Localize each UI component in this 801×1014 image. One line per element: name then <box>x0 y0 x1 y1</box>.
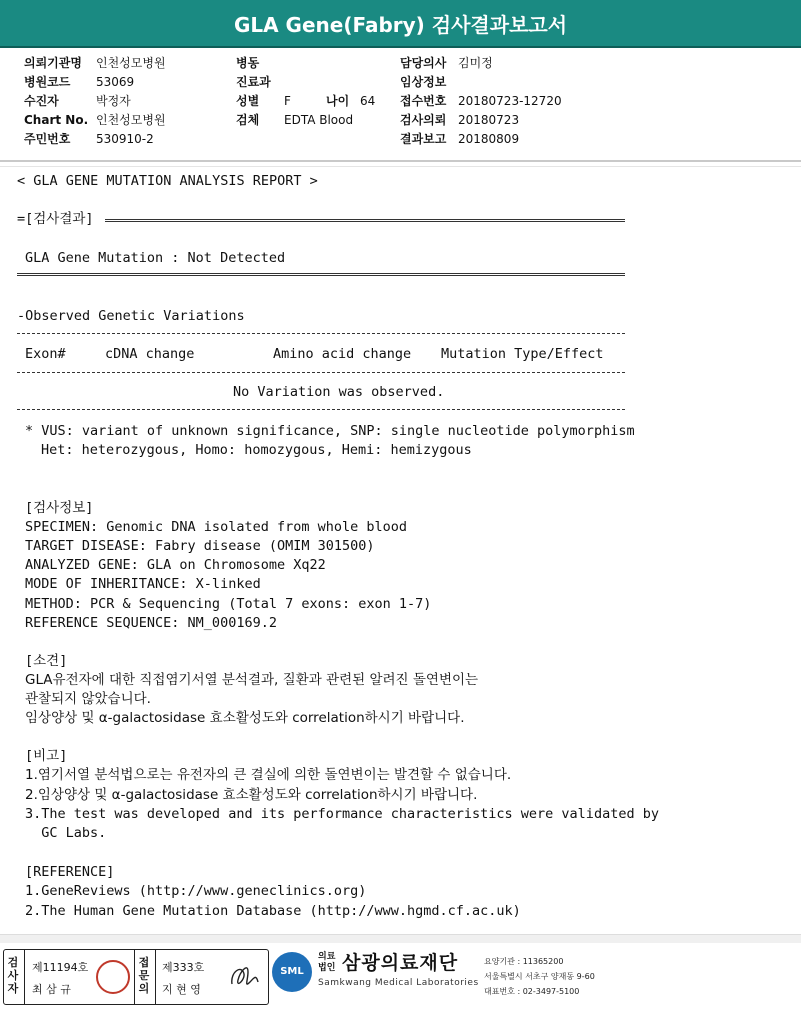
checker-license-no: 제333호 <box>162 961 205 974</box>
org-prefix-bottom: 법인 <box>318 963 336 973</box>
header-field <box>236 54 375 73</box>
field-value: 인천성모병원 <box>96 113 166 127</box>
logo-text: SML <box>280 966 304 977</box>
observed-variations-title: -Observed Genetic Variations <box>17 308 245 324</box>
field-label: Chart No. <box>24 113 89 127</box>
mutation-result: GLA Gene Mutation : Not Detected <box>25 250 286 266</box>
org-contact-info <box>484 954 595 999</box>
header-field <box>400 130 562 149</box>
org-prefix <box>318 952 335 974</box>
dashed-rule <box>17 333 625 334</box>
tester-label-char: 검 <box>7 956 19 969</box>
info-line: METHOD: PCR & Sequencing (Total 7 exons: exon 1-7) <box>25 596 432 612</box>
header-col-3 <box>400 54 562 149</box>
double-rule <box>17 273 625 276</box>
remark-line: GC Labs. <box>25 825 107 841</box>
field-value: 김미정 <box>458 56 493 70</box>
reference-line: 2.The Human Gene Mutation Database (http://www.hgmd.cf.ac.uk) <box>25 903 521 919</box>
remarks-section-title: [비고] <box>25 748 68 764</box>
org-name: 삼광의료재단 <box>342 952 459 974</box>
org-info-line: 대표번호 : 02-3497-5100 <box>484 987 580 996</box>
header-field <box>236 73 375 92</box>
field-value: 인천성모병원 <box>96 56 166 70</box>
field-label: 병원코드 <box>24 75 71 89</box>
signature-box <box>3 949 269 1005</box>
dashed-rule <box>17 409 625 410</box>
table-header-exon: Exon# <box>25 346 66 362</box>
org-info-line: 서울특별시 서초구 양재동 9-60 <box>484 972 595 981</box>
header-field <box>400 73 562 92</box>
field-value: 20180723 <box>458 113 520 127</box>
opinion-line: GLA유전자에 대한 직접염기서열 분석결과, 질환과 관련된 알려진 돌연변이는 <box>25 672 479 688</box>
field-value: 박정자 <box>96 94 131 108</box>
header-divider-thin <box>0 166 801 167</box>
info-line: ANALYZED GENE: GLA on Chromosome Xq22 <box>25 557 326 573</box>
remark-line: 2.임상양상 및 α-galactosidase 효소활성도와 correlation하시기 바랍니다. <box>25 787 478 803</box>
tester-license-no: 제11194호 <box>32 961 89 974</box>
org-english-name: Samkwang Medical Laboratories <box>318 978 479 988</box>
info-line: SPECIMEN: Genomic DNA isolated from whole blood <box>25 519 408 535</box>
page-break-strip <box>0 934 801 943</box>
header-col-1 <box>24 54 166 149</box>
field-label: 주민번호 <box>24 132 71 146</box>
no-variation-text: No Variation was observed. <box>233 384 445 400</box>
table-header-amino: Amino acid change <box>273 346 412 362</box>
opinion-line: 임상양상 및 α-galactosidase 효소활성도와 correlation하시기 바랍니다. <box>25 710 465 726</box>
field-label: 결과보고 <box>400 132 447 146</box>
checker-label-char: 접 <box>138 956 150 969</box>
tester-label-char: 사 <box>7 969 19 982</box>
tester-seal-icon <box>96 960 130 994</box>
reference-section-title: [REFERENCE] <box>25 864 115 880</box>
field-label: 성별 <box>236 94 260 108</box>
field-label: 임상정보 <box>400 75 447 89</box>
opinion-line: 관찰되지 않았습니다. <box>25 691 151 707</box>
header-col-2 <box>236 54 375 130</box>
checker-label <box>136 956 152 995</box>
info-section-title: [검사정보] <box>25 500 94 516</box>
field-label: 검체 <box>236 113 260 127</box>
result-section-label: =[검사결과] <box>17 211 94 227</box>
header-field <box>24 130 166 149</box>
field-label: 수진자 <box>24 94 59 108</box>
header-field <box>400 54 562 73</box>
signature-icon <box>226 958 262 996</box>
report-title: GLA Gene(Fabry) 검사결과보고서 <box>0 0 801 48</box>
tester-name: 최 삼 규 <box>32 983 71 996</box>
header-field <box>236 111 375 130</box>
field-label: 진료과 <box>236 75 271 89</box>
field-value: 53069 <box>96 75 135 89</box>
tester-label-char: 자 <box>7 982 19 995</box>
field-label: 검사의뢰 <box>400 113 447 127</box>
field-value: EDTA Blood <box>284 113 354 127</box>
report-heading: < GLA GENE MUTATION ANALYSIS REPORT > <box>17 173 318 189</box>
footnote: Het: heterozygous, Homo: homozygous, Hemi: hemizygous <box>41 442 472 458</box>
dashed-rule <box>17 372 625 373</box>
info-line: REFERENCE SEQUENCE: NM_000169.2 <box>25 615 277 631</box>
tester-label <box>5 956 21 995</box>
org-info-line: 요양기관 : 11365200 <box>484 957 564 966</box>
field-label: 병동 <box>236 56 260 70</box>
age-value: 64 <box>360 94 376 108</box>
box-divider <box>155 950 156 1004</box>
table-header-cdna: cDNA change <box>105 346 195 362</box>
box-divider <box>134 950 135 1004</box>
opinion-section-title: [소견] <box>25 653 68 669</box>
header-field <box>24 54 166 73</box>
org-prefix-top: 의료 <box>318 952 336 962</box>
info-line: MODE OF INHERITANCE: X-linked <box>25 576 261 592</box>
checker-label-char: 의 <box>138 982 150 995</box>
header-field <box>24 73 166 92</box>
double-rule <box>105 219 625 222</box>
field-value: 20180723-12720 <box>458 94 562 108</box>
checker-name: 지 현 영 <box>162 983 201 996</box>
info-line: TARGET DISEASE: Fabry disease (OMIM 301500) <box>25 538 375 554</box>
checker-label-char: 문 <box>138 969 150 982</box>
field-value: F <box>284 94 291 108</box>
table-header-mutation: Mutation Type/Effect <box>441 346 604 362</box>
header-field <box>400 92 562 111</box>
sml-logo-icon <box>272 952 312 992</box>
box-divider <box>24 950 25 1004</box>
header-field <box>400 111 562 130</box>
field-label: 담당의사 <box>400 56 447 70</box>
header-field <box>236 92 375 111</box>
field-label: 의뢰기관명 <box>24 56 82 70</box>
remark-line: 1.염기서열 분석법으로는 유전자의 큰 결실에 의한 돌연변이는 발견할 수 없습니다. <box>25 767 512 783</box>
header-field <box>24 111 166 130</box>
header-field <box>24 92 166 111</box>
header-divider <box>0 160 801 162</box>
age-label: 나이 <box>326 94 350 108</box>
remark-line: 3.The test was developed and its performance characteristics were validated by <box>25 806 659 822</box>
field-label: 접수번호 <box>400 94 447 108</box>
field-value: 20180809 <box>458 132 520 146</box>
reference-line: 1.GeneReviews (http://www.geneclinics.org) <box>25 883 367 899</box>
field-value: 530910-2 <box>96 132 154 146</box>
footnote: * VUS: variant of unknown significance, SNP: single nucleotide polymorphism <box>25 423 635 439</box>
